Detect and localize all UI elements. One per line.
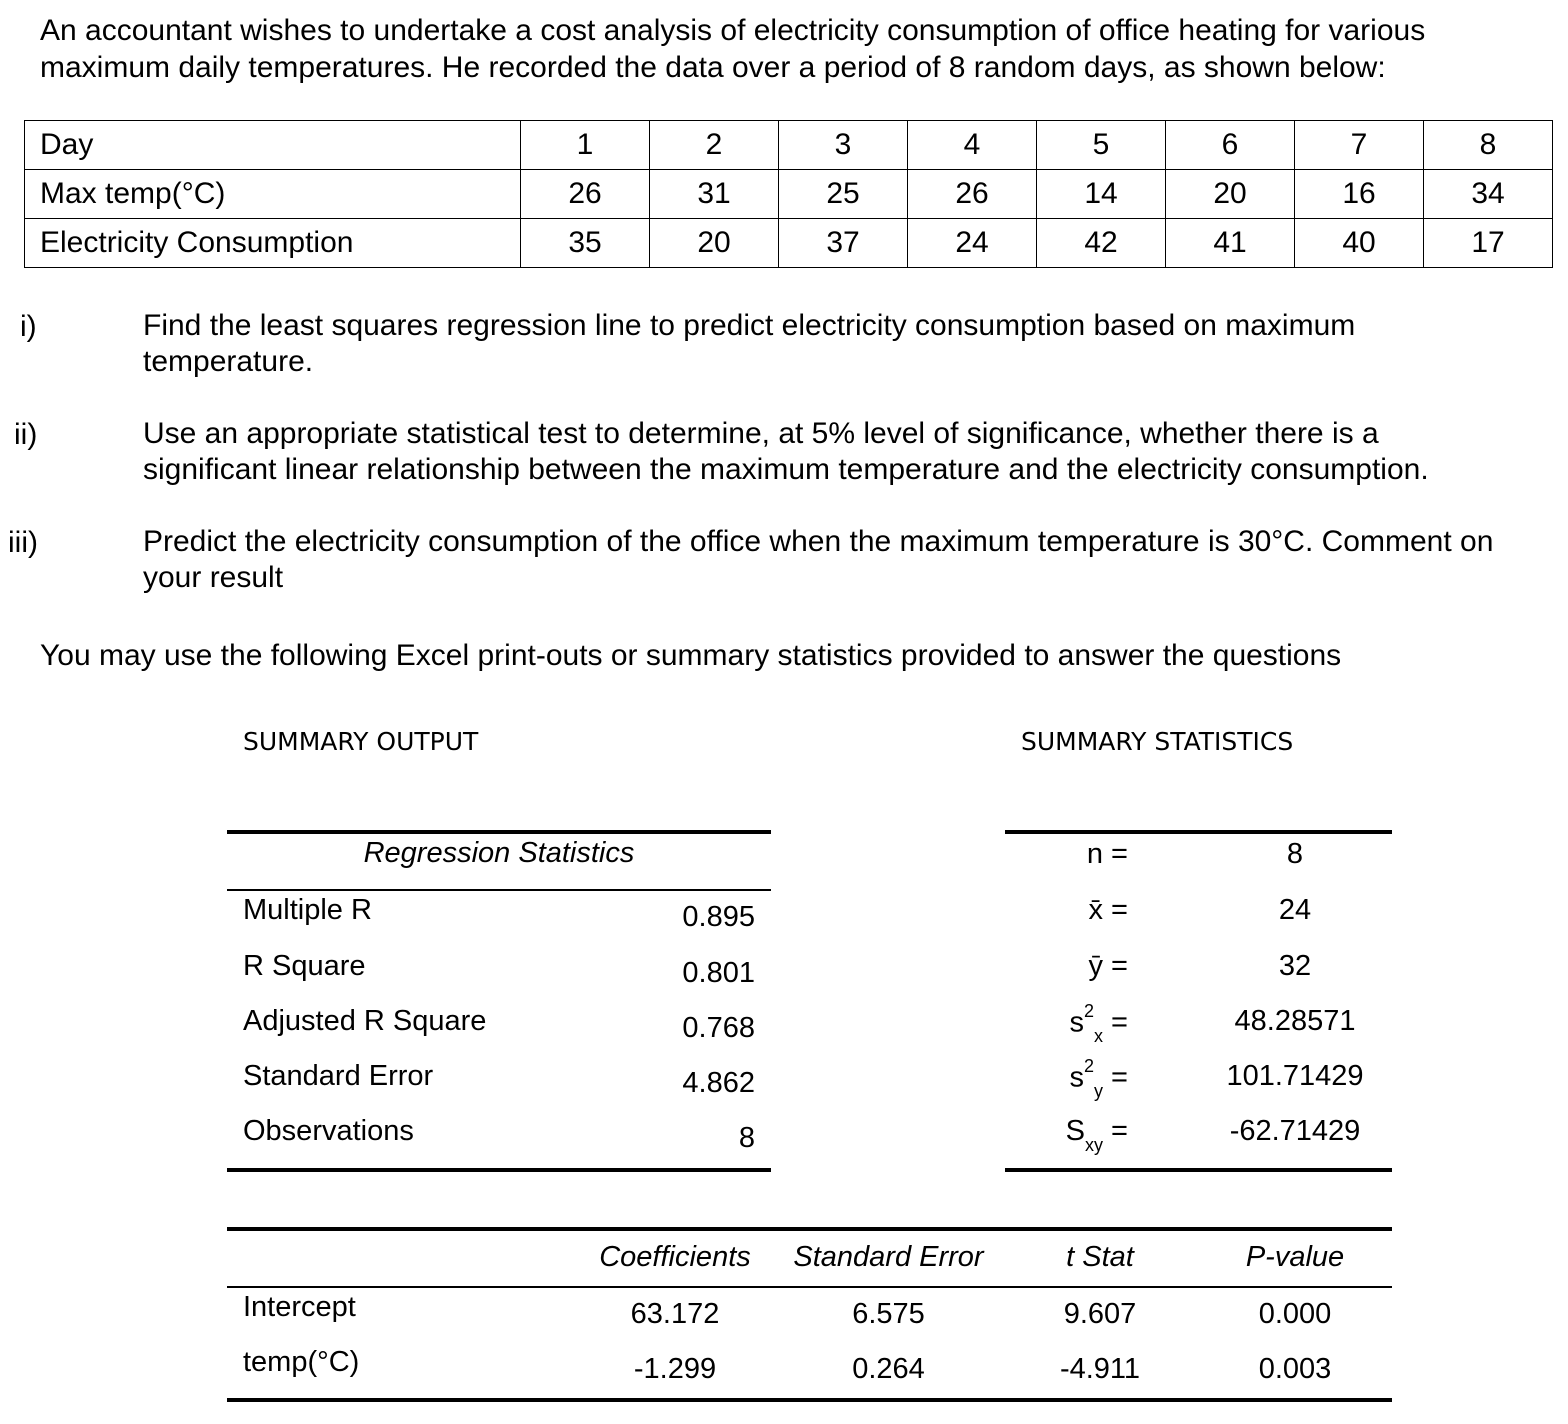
summary-stat-value: 48.28571 [1234,1005,1356,1037]
coef-value: -1.299 [633,1353,717,1385]
stat-value: 0.801 [682,957,755,989]
table-cell: 40 [1295,219,1424,268]
intro-line-2: maximum daily temperatures. He recorded the data over a period of 8 random days, as shown below: [40,51,1386,84]
label-base: S [1065,1115,1085,1147]
summary-stat-label: ȳ = [1088,950,1128,982]
question-3-line-2: your result [143,561,284,594]
question-1-line-2: temperature. [143,345,314,378]
table-cell: 20 [650,219,779,268]
summary-stat-label [1010,1056,1128,1102]
summary-stat-value: -62.71429 [1229,1115,1361,1147]
stat-label: Multiple R [243,894,372,926]
stat-label: Adjusted R Square [243,1005,487,1037]
label-eq: = [1103,1115,1128,1147]
table-cell: 14 [1037,170,1166,219]
stat-label: R Square [243,950,366,982]
coef-value: 9.607 [1063,1298,1137,1330]
coef-value: 6.575 [852,1298,925,1330]
intro-line-1: An accountant wishes to undertake a cost analysis of electricity consumption of office heating for various [40,14,1426,47]
row-label: Day [25,121,521,170]
question-2-line-1: Use an appropriate statistical test to determine, at 5% level of significance, whether there is a [143,417,1379,450]
summary-stat-value: 32 [1278,950,1312,982]
coef-value: 63.172 [630,1298,720,1330]
coef-value: 0.003 [1258,1353,1332,1385]
table-row-max-temp [25,170,1553,219]
coef-header: Coefficients [599,1241,751,1273]
table-cell: 35 [521,219,650,268]
table-cell: 26 [521,170,650,219]
label-sup: 2 [1083,1001,1094,1021]
label-sup: 2 [1083,1056,1094,1076]
label-base: s [1069,1006,1084,1039]
question-3-line-1: Predict the electricity consumption of the office when the maximum temperature is 30°C. Comment on [143,525,1494,558]
coef-header: t Stat [1066,1241,1134,1273]
label-base: s [1069,1061,1084,1094]
summary-stat-value: 24 [1278,894,1312,926]
stat-value: 8 [738,1122,755,1154]
rule-top [227,830,771,834]
coef-row-label: temp(°C) [243,1346,360,1378]
coef-value: 0.000 [1258,1298,1332,1330]
table-cell: 34 [1424,170,1553,219]
stat-value: 4.862 [682,1067,755,1099]
table-cell: 7 [1295,121,1424,170]
coef-header: P-value [1245,1241,1345,1273]
table-cell: 3 [779,121,908,170]
question-number-3: iii) [8,526,38,559]
summary-output-title: SUMMARY OUTPUT [243,727,479,756]
row-label: Electricity Consumption [25,219,521,268]
table-cell: 25 [779,170,908,219]
note-text: You may use the following Excel print-outs or summary statistics provided to answer the questions [40,639,1342,672]
intro-paragraph [40,12,1425,86]
rule-header [227,889,771,891]
summary-stat-value: 101.71429 [1226,1060,1364,1092]
rule-top [227,1227,1392,1231]
summary-stat-label: n = [1086,838,1128,870]
question-2 [143,416,1429,488]
stat-label: Observations [243,1115,414,1147]
regression-statistics-header: Regression Statistics [363,837,635,869]
stat-value: 0.768 [682,1012,755,1044]
label-sub: xy [1085,1134,1103,1155]
table-cell: 26 [908,170,1037,219]
table-cell: 31 [650,170,779,219]
table-cell: 4 [908,121,1037,170]
table-cell: 1 [521,121,650,170]
coef-value: 0.264 [852,1353,925,1385]
table-cell: 5 [1037,121,1166,170]
summary-stat-label [1010,1115,1128,1155]
summary-statistics-title: SUMMARY STATISTICS [1021,727,1294,756]
table-row-electricity [25,219,1553,268]
table-cell: 16 [1295,170,1424,219]
rule-header [227,1286,1392,1288]
stat-label: Standard Error [243,1060,434,1092]
label-sub: x [1094,1026,1103,1047]
row-label: Max temp(°C) [25,170,521,219]
summary-stat-label: x̄ = [1088,894,1128,926]
table-cell: 41 [1166,219,1295,268]
table-cell: 20 [1166,170,1295,219]
table-row-day [25,121,1553,170]
question-number-1: i) [20,310,37,343]
question-1 [143,308,1355,380]
table-cell: 6 [1166,121,1295,170]
label-eq: = [1103,1061,1128,1094]
question-number-2: ii) [14,418,38,451]
rule-bottom [227,1168,771,1172]
table-cell: 37 [779,219,908,268]
question-1-line-1: Find the least squares regression line to predict electricity consumption based on maximum [143,309,1356,342]
table-cell: 17 [1424,219,1553,268]
label-sub: y [1094,1081,1103,1102]
rule-top [1005,830,1392,834]
label-eq: = [1103,1006,1128,1039]
table-cell: 8 [1424,121,1553,170]
summary-stat-label [1010,1001,1128,1047]
coef-row-label: Intercept [243,1291,356,1323]
rule-bottom [227,1398,1392,1402]
rule-bottom [1005,1168,1392,1172]
table-cell: 42 [1037,219,1166,268]
coef-value: -4.911 [1059,1353,1141,1385]
table-cell: 24 [908,219,1037,268]
question-2-line-2: significant linear relationship between the maximum temperature and the electricity consumption. [143,453,1429,486]
question-3 [143,524,1493,596]
summary-stat-value: 8 [1286,838,1304,870]
table-cell: 2 [650,121,779,170]
coef-header: Standard Error [793,1241,984,1273]
stat-value: 0.895 [682,901,755,933]
data-table [24,120,1553,268]
